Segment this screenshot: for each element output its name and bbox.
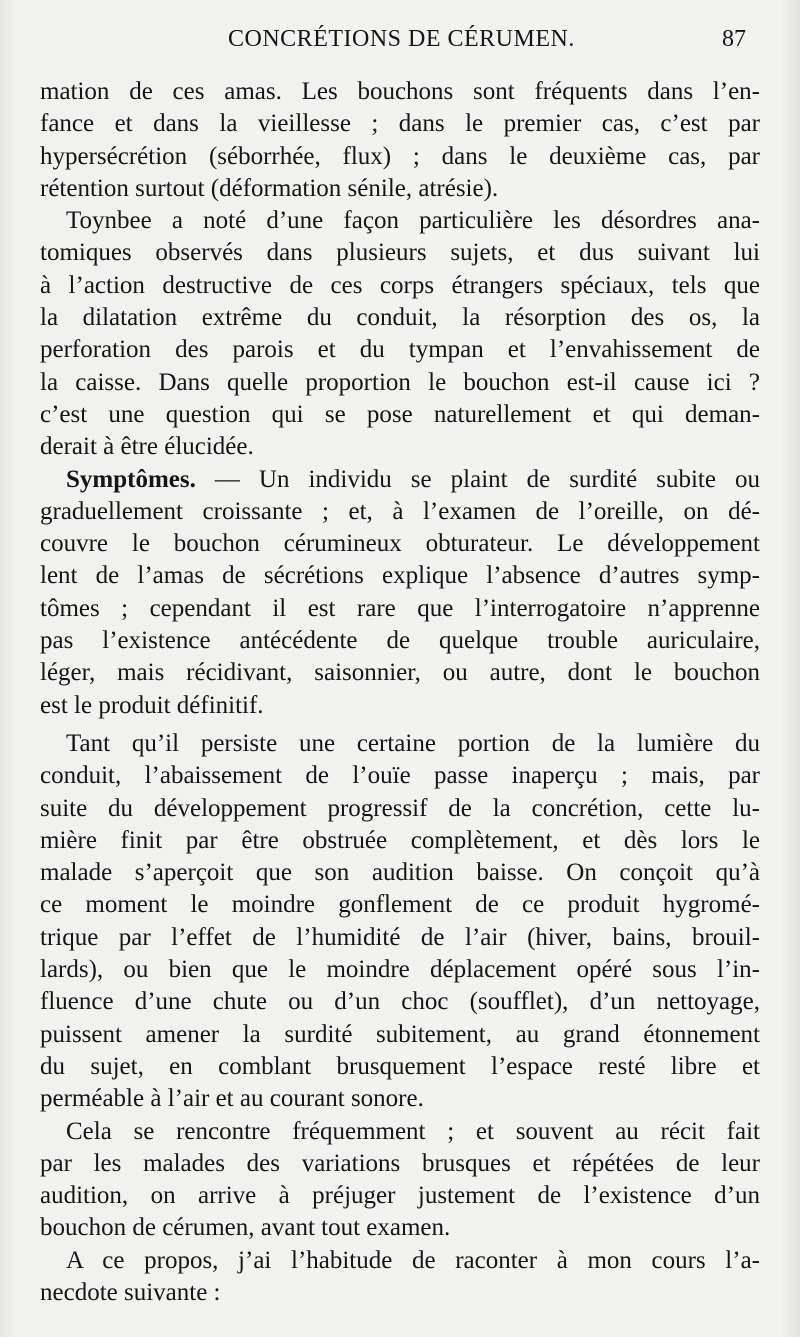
paragraph bbox=[40, 76, 760, 205]
text-line: est le produit définitif. bbox=[40, 691, 264, 719]
text-line: pas l’existence antécédente de quelque trouble auriculaire, bbox=[40, 627, 760, 655]
text-line: tômes ; cependant il est rare que l’interrogatoire n’apprenne bbox=[40, 594, 760, 622]
text-line: tomiques observés dans plusieurs sujets, et dus suivant lui bbox=[40, 239, 760, 267]
text-line: mation de ces amas. Les bouchons sont fréquents dans l’en- bbox=[40, 78, 760, 105]
text-line: malade s’aperçoit que son audition baisse. On conçoit qu’à bbox=[40, 859, 760, 887]
text-line: conduit, l’abaissement de l’ouïe passe inaperçu ; mais, par bbox=[40, 762, 760, 790]
text-line: necdote suivante : bbox=[40, 1278, 221, 1306]
text-line: graduellement croissante ; et, à l’examen de l’oreille, on dé- bbox=[40, 497, 760, 525]
text-line: fance et dans la vieillesse ; dans le premier cas, c’est par bbox=[40, 110, 760, 138]
paragraph bbox=[40, 205, 760, 463]
text-line: la caisse. Dans quelle proportion le bouchon est-il cause ici ? bbox=[40, 368, 760, 396]
section-keyword-rest: — Un individu se plaint de surdité subite ou bbox=[195, 465, 760, 493]
text-line: bouchon de cérumen, avant tout examen. bbox=[40, 1214, 451, 1242]
running-title: CONCRÉTIONS DE CÉRUMEN. bbox=[228, 26, 575, 52]
text-line: Toynbee a noté d’une façon particulière les désordres ana- bbox=[66, 207, 760, 235]
text-line: lards), ou bien que le moindre déplacement opéré sous l’in- bbox=[40, 956, 760, 984]
text-line bbox=[40, 464, 760, 496]
text-line: rétention surtout (déformation sénile, atrésie). bbox=[40, 174, 499, 202]
text-line: la dilatation extrême du conduit, la résorption des os, la bbox=[40, 304, 760, 332]
page-number: 87 bbox=[722, 26, 746, 52]
text-line: derait à être élucidée. bbox=[40, 433, 254, 461]
text-line: Cela se rencontre fréquemment ; et souvent au récit fait bbox=[66, 1117, 760, 1145]
paragraph bbox=[40, 728, 760, 1116]
text-line: lent de l’amas de sécrétions explique l’absence d’autres symp- bbox=[40, 562, 760, 590]
text-line: du sujet, en comblant brusquement l’espace resté libre et bbox=[40, 1052, 760, 1080]
text-line: hypersécrétion (séborrhée, flux) ; dans le deuxième cas, par bbox=[40, 142, 760, 170]
text-line: perméable à l’air et au courant sonore. bbox=[40, 1085, 424, 1113]
text-line: perforation des parois et du tympan et l’envahissement de bbox=[40, 336, 760, 364]
text-line: A ce propos, j’ai l’habitude de raconter à mon cours l’a- bbox=[66, 1246, 760, 1274]
text-line: puissent amener la surdité subitement, au grand étonnement bbox=[40, 1020, 760, 1048]
paragraph bbox=[40, 464, 760, 722]
text-line: trique par l’effet de l’humidité de l’air (hiver, bains, brouil- bbox=[40, 923, 760, 951]
text-line: à l’action destructive de ces corps étrangers spéciaux, tels que bbox=[40, 271, 760, 299]
section-keyword: Symptômes. bbox=[66, 465, 196, 493]
paragraph bbox=[40, 1116, 760, 1245]
text-line: suite du développement progressif de la concrétion, cette lu- bbox=[40, 794, 760, 822]
text-line: audition, on arrive à préjuger justement de l’existence d’un bbox=[40, 1182, 760, 1210]
text-line: c’est une question qui se pose naturellement et qui deman- bbox=[40, 400, 760, 428]
text-line: par les malades des variations brusques et répétées de leur bbox=[40, 1149, 760, 1177]
text-line: mière finit par être obstruée complètement, et dès lors le bbox=[40, 826, 760, 854]
paragraph bbox=[40, 1245, 760, 1310]
body-text bbox=[40, 76, 760, 1309]
text-line: Tant qu’il persiste une certaine portion de la lumière du bbox=[66, 729, 760, 757]
text-line: fluence d’une chute ou d’un choc (soufflet), d’un nettoyage, bbox=[40, 988, 760, 1016]
text-line: léger, mais récidivant, saisonnier, ou autre, dont le bouchon bbox=[40, 659, 760, 687]
text-line: ce moment le moindre gonflement de ce produit hygromé- bbox=[40, 891, 760, 919]
text-line: couvre le bouchon cérumineux obturateur. Le développement bbox=[40, 530, 760, 558]
